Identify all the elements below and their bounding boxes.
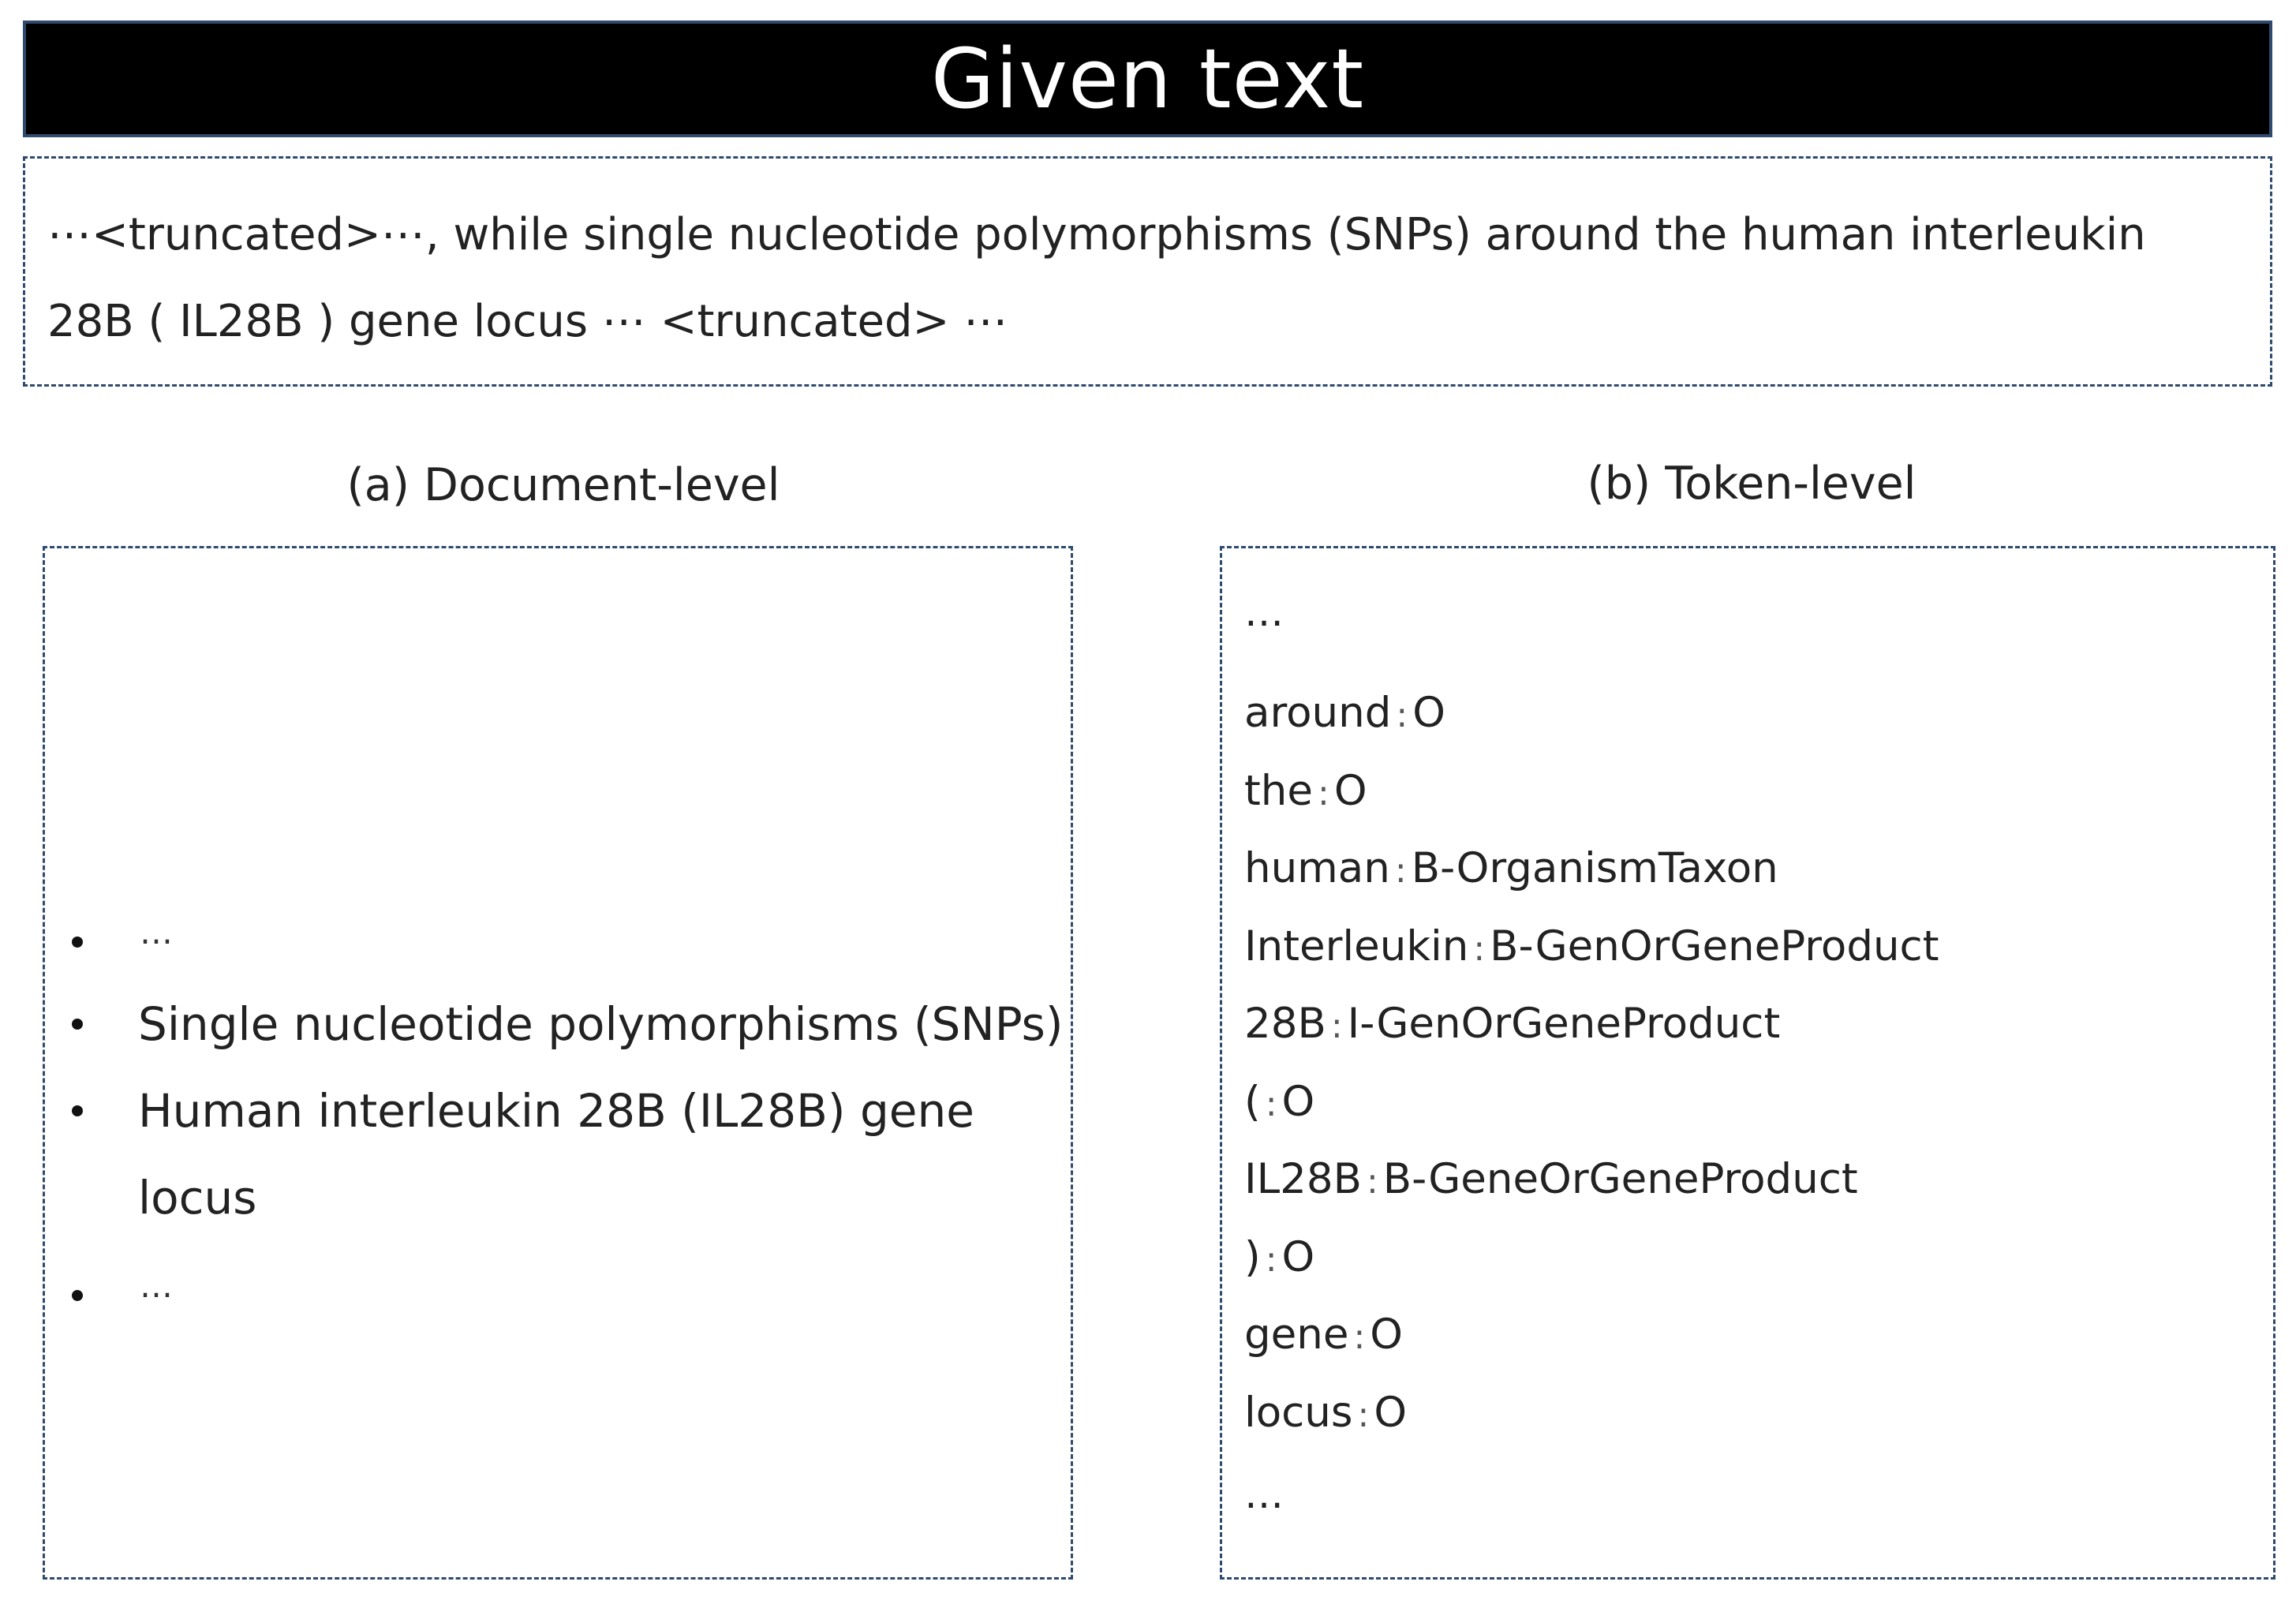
token-tag: O (1281, 1077, 1315, 1126)
header-title: Given text (930, 31, 1365, 127)
token-row (1244, 844, 1778, 892)
leading-ellipsis: … (1244, 589, 1287, 635)
token-row (1244, 689, 1445, 737)
token-level-title: (b) Token-level (1587, 458, 1916, 510)
bullet-icon (72, 937, 83, 948)
token-row (1244, 1000, 1780, 1048)
token-tag: O (1370, 1310, 1403, 1359)
bullet-icon (72, 1290, 83, 1301)
document-level-panel (43, 546, 1073, 1580)
token-separator: : (1396, 695, 1408, 735)
token-word: gene (1244, 1310, 1349, 1359)
token-word: human (1244, 844, 1390, 892)
token-separator: : (1394, 851, 1407, 891)
list-item-text: Single nucleotide polymorphisms (SNPs) (138, 997, 1064, 1051)
token-word: Interleukin (1244, 922, 1469, 970)
token-word: around (1244, 689, 1392, 737)
token-row (1244, 767, 1367, 815)
token-separator: : (1265, 1083, 1277, 1124)
ellipsis: … (140, 913, 174, 952)
token-row (1244, 922, 1939, 970)
token-word: IL28B (1244, 1155, 1362, 1203)
token-separator: : (1265, 1239, 1277, 1280)
token-tag: B-GenOrGeneProduct (1490, 922, 1939, 970)
ellipsis: … (140, 1266, 174, 1305)
token-tag: O (1412, 689, 1445, 737)
given-text-box (23, 156, 2272, 387)
token-word: locus (1244, 1388, 1353, 1437)
token-row (1244, 1078, 1314, 1126)
token-separator: : (1317, 772, 1329, 813)
token-tag: I-GenOrGeneProduct (1347, 1000, 1781, 1048)
token-tag: B-OrganismTaxon (1411, 844, 1778, 892)
given-text-header (23, 21, 2272, 137)
document-level-title: (a) Document-level (346, 459, 780, 511)
token-level-panel (1220, 546, 2275, 1580)
token-separator: : (1366, 1161, 1378, 1202)
token-word: 28B (1244, 1000, 1326, 1048)
list-item-text: locus (138, 1171, 257, 1224)
token-row (1244, 1310, 1403, 1359)
token-tag: B-GeneOrGeneProduct (1382, 1155, 1858, 1203)
token-word: the (1244, 766, 1313, 815)
token-word: ) (1244, 1232, 1261, 1281)
bullet-icon (72, 1105, 83, 1116)
token-row (1244, 1233, 1314, 1281)
given-text-line-2: 28B ( IL28B ) gene locus ⋯ <truncated> ⋯ (47, 296, 1008, 347)
token-separator: : (1330, 1006, 1343, 1046)
token-separator: : (1357, 1394, 1370, 1435)
bullet-icon (72, 1019, 83, 1030)
token-word: ( (1244, 1077, 1261, 1126)
trailing-ellipsis: … (1244, 1471, 1287, 1517)
token-tag: O (1281, 1232, 1315, 1281)
token-tag: O (1333, 766, 1367, 815)
token-separator: : (1353, 1317, 1366, 1357)
token-row (1244, 1155, 1858, 1203)
token-tag: O (1374, 1388, 1408, 1437)
token-separator: : (1473, 928, 1486, 969)
token-row (1244, 1389, 1407, 1437)
given-text-line-1: ⋯<truncated>⋯, while single nucleotide polymorphisms (SNPs) around the human interleukin (47, 209, 2146, 260)
list-item-text: Human interleukin 28B (IL28B) gene (138, 1084, 974, 1138)
